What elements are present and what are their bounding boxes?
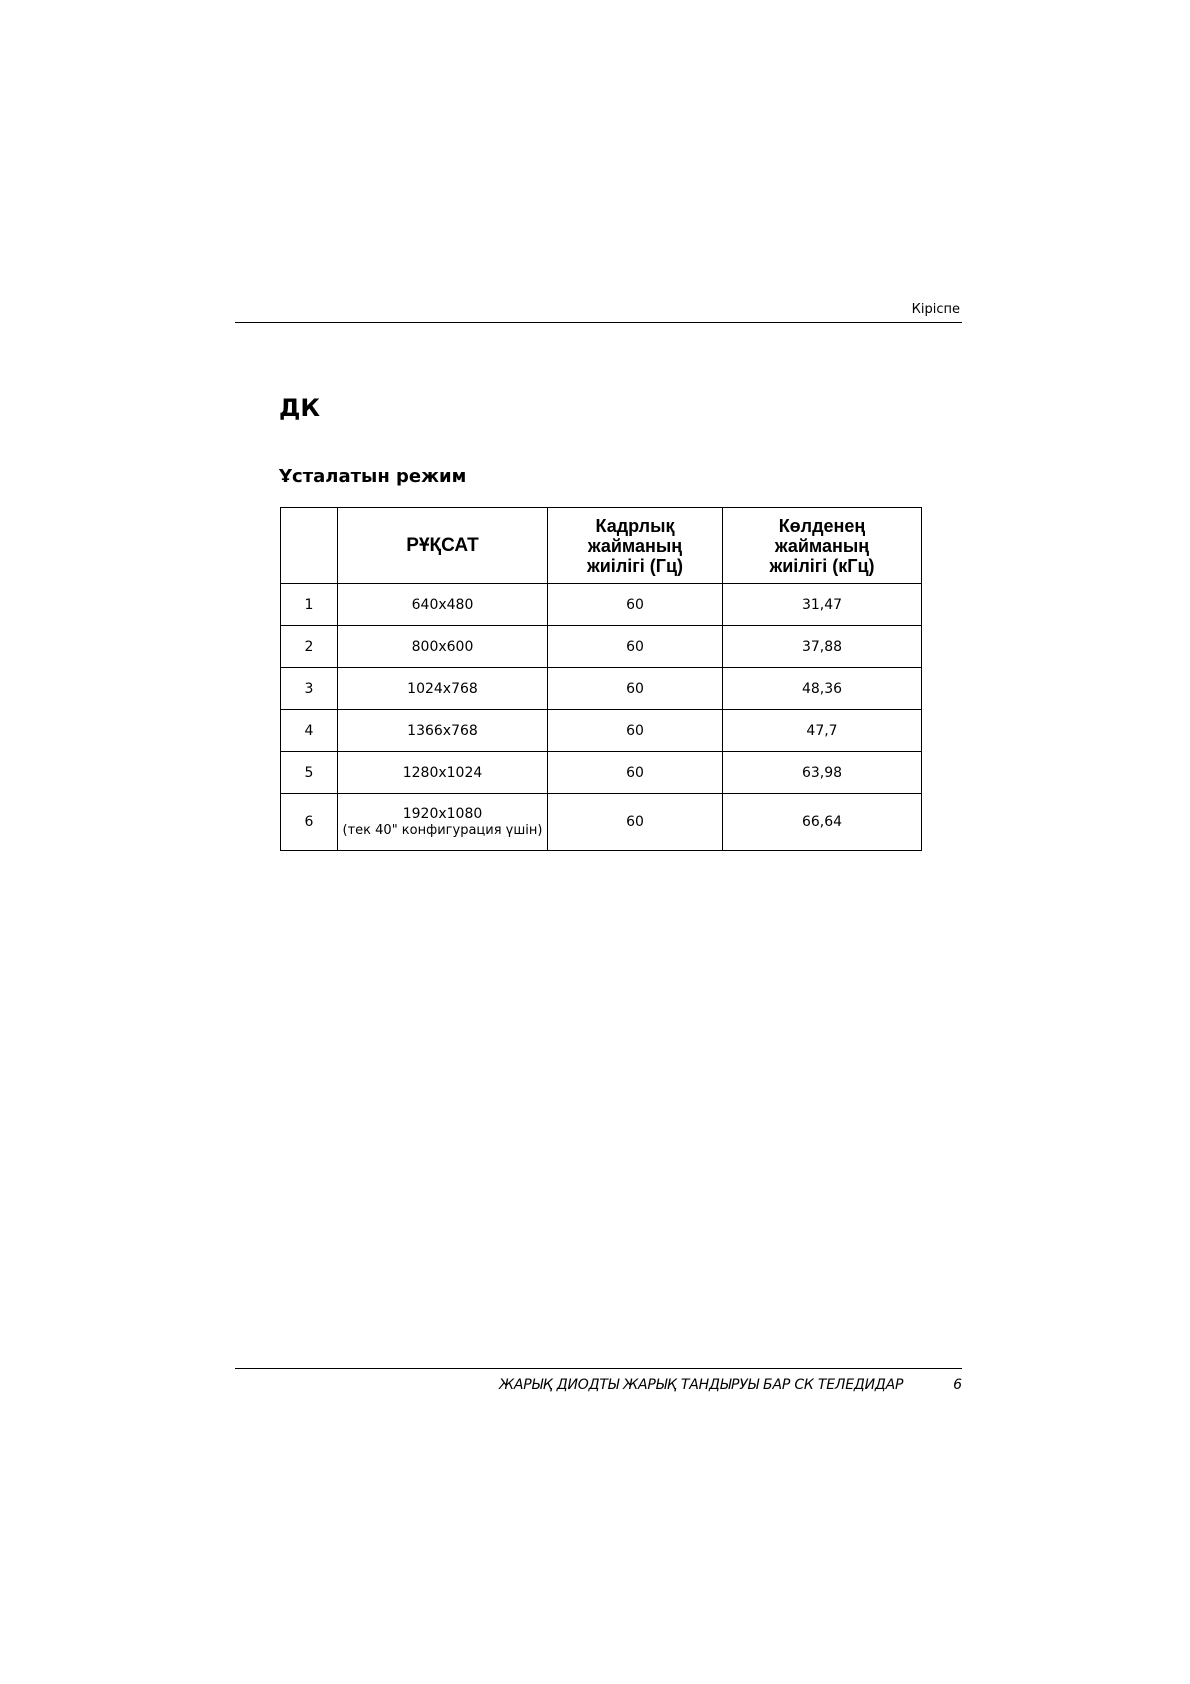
section-title: ДК	[279, 394, 320, 422]
cell-horizontal-frequency: 37,88	[723, 626, 922, 668]
table-row	[281, 626, 922, 668]
cell-horizontal-frequency: 31,47	[723, 584, 922, 626]
table-row	[281, 710, 922, 752]
cell-index: 1	[281, 584, 338, 626]
cell-resolution	[338, 794, 548, 851]
cell-resolution: 800x600	[338, 626, 548, 668]
cell-resolution: 1024x768	[338, 668, 548, 710]
cell-resolution: 640x480	[338, 584, 548, 626]
table-row	[281, 752, 922, 794]
table-row	[281, 668, 922, 710]
cell-vertical-frequency: 60	[548, 584, 723, 626]
cell-index: 3	[281, 668, 338, 710]
footer-rule	[235, 1368, 962, 1369]
cell-horizontal-frequency: 63,98	[723, 752, 922, 794]
cell-vertical-frequency: 60	[548, 668, 723, 710]
header-line: жиілігі (кГц)	[769, 555, 875, 576]
cell-horizontal-frequency: 66,64	[723, 794, 922, 851]
header-line: жайманың	[774, 535, 870, 556]
header-index	[281, 508, 338, 584]
cell-resolution: 1280x1024	[338, 752, 548, 794]
cell-vertical-frequency: 60	[548, 794, 723, 851]
header-line: Кадрлық	[595, 515, 675, 536]
resolution-value: 1920x1080	[402, 806, 483, 822]
table-header-row	[281, 508, 922, 584]
cell-vertical-frequency: 60	[548, 752, 723, 794]
cell-vertical-frequency: 60	[548, 626, 723, 668]
cell-index: 2	[281, 626, 338, 668]
table-row	[281, 584, 922, 626]
table-row	[281, 794, 922, 851]
cell-horizontal-frequency: 47,7	[723, 710, 922, 752]
header-horizontal-frequency	[723, 508, 922, 584]
subsection-title: Ұсталатын режим	[279, 466, 467, 487]
cell-index: 5	[281, 752, 338, 794]
header-vertical-frequency	[548, 508, 723, 584]
cell-horizontal-frequency: 48,36	[723, 668, 922, 710]
header-rule	[235, 322, 962, 323]
page-number: 6	[953, 1377, 962, 1393]
running-header: Кіріспе	[911, 302, 960, 317]
resolution-note: (тек 40" конфигурация үшін)	[342, 823, 543, 838]
header-line: жиілігі (Гц)	[586, 555, 684, 576]
header-line: Көлденең	[778, 515, 866, 536]
cell-vertical-frequency: 60	[548, 710, 723, 752]
cell-resolution: 1366x768	[338, 710, 548, 752]
supported-modes-table	[280, 507, 922, 851]
header-line: жайманың	[587, 535, 683, 556]
header-resolution: РҰҚСАТ	[338, 508, 548, 584]
cell-index: 6	[281, 794, 338, 851]
footer-title: ЖАРЫҚ ДИОДТЫ ЖАРЫҚ ТАНДЫРУЫ БАР СК ТЕЛЕДИДАР	[499, 1377, 904, 1393]
cell-index: 4	[281, 710, 338, 752]
